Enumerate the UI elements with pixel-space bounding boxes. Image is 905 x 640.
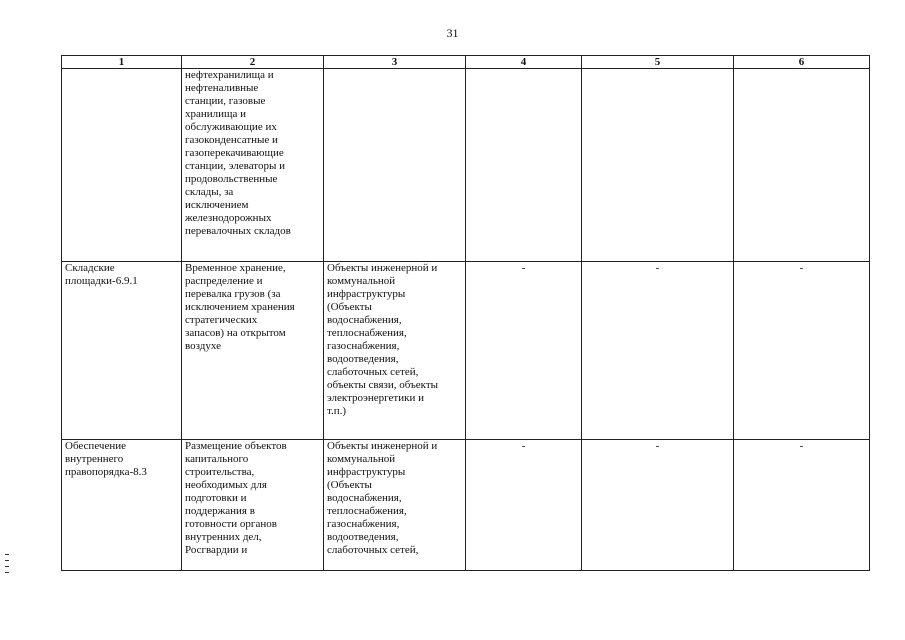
scan-mark — [5, 560, 9, 561]
cell-text: - — [521, 262, 526, 274]
column-header-6: 6 — [734, 56, 870, 69]
table-cell — [466, 262, 582, 440]
scan-mark — [5, 566, 9, 567]
table-row — [62, 69, 870, 262]
cell-text: Обеспечение внутреннего правопорядка-8.3 — [65, 440, 147, 478]
cell-text: Объекты инженерной и коммунальной инфраструктуры (Объекты водоснабжения, теплоснабжения, газоснабжения, водоотведения, слаботочных сетей, — [327, 440, 438, 556]
table-cell — [466, 69, 582, 262]
table-cell — [734, 69, 870, 262]
column-header-3: 3 — [324, 56, 466, 69]
column-header-1: 1 — [62, 56, 182, 69]
cell-text: Временное хранение, распределение и перевалка грузов (за исключением хранения стратегических запасов) на открытом воздухе — [185, 262, 295, 352]
table-cell — [62, 440, 182, 571]
table-cell — [734, 262, 870, 440]
table-cell — [324, 440, 466, 571]
scan-edge-marks — [5, 554, 9, 588]
column-header-4: 4 — [466, 56, 582, 69]
table-row — [62, 440, 870, 571]
scan-mark — [5, 554, 9, 555]
cell-text: - — [799, 262, 804, 274]
cell-text: - — [521, 440, 526, 452]
table-cell — [734, 440, 870, 571]
table-cell — [62, 69, 182, 262]
table-cell — [62, 262, 182, 440]
cell-text: - — [655, 262, 660, 274]
column-header-2: 2 — [182, 56, 324, 69]
cell-text: - — [655, 440, 660, 452]
table-row — [62, 262, 870, 440]
table-cell — [582, 69, 734, 262]
cell-text: нефтехранилища и нефтеналивные станции, газовые хранилища и обслуживающие их газоконденсатные и газоперекачивающие станции, элеваторы и продовольственные склады, за исключением железнодорожных перевалочных складов — [185, 69, 291, 237]
table-cell — [466, 440, 582, 571]
zoning-table — [61, 55, 870, 571]
scan-mark — [5, 572, 9, 573]
cell-text: - — [799, 440, 804, 452]
table-cell — [182, 69, 324, 262]
table-cell — [182, 440, 324, 571]
cell-text: Объекты инженерной и коммунальной инфраструктуры (Объекты водоснабжения, теплоснабжения, газоснабжения, водоотведения, слаботочных сетей, объекты связи, объекты электроэнергетики и т.п.) — [327, 262, 439, 417]
page-number: 31 — [446, 26, 459, 40]
table-header-row — [62, 56, 870, 69]
table-cell — [582, 262, 734, 440]
table-cell — [324, 69, 466, 262]
table-cell — [182, 262, 324, 440]
cell-text: Размещение объектов капитального строительства, необходимых для подготовки и поддержания в готовности органов внутренних дел, Росгвардии и — [185, 440, 287, 556]
cell-text: Складские площадки-6.9.1 — [65, 262, 138, 287]
table-cell — [324, 262, 466, 440]
table-cell — [582, 440, 734, 571]
column-header-5: 5 — [582, 56, 734, 69]
